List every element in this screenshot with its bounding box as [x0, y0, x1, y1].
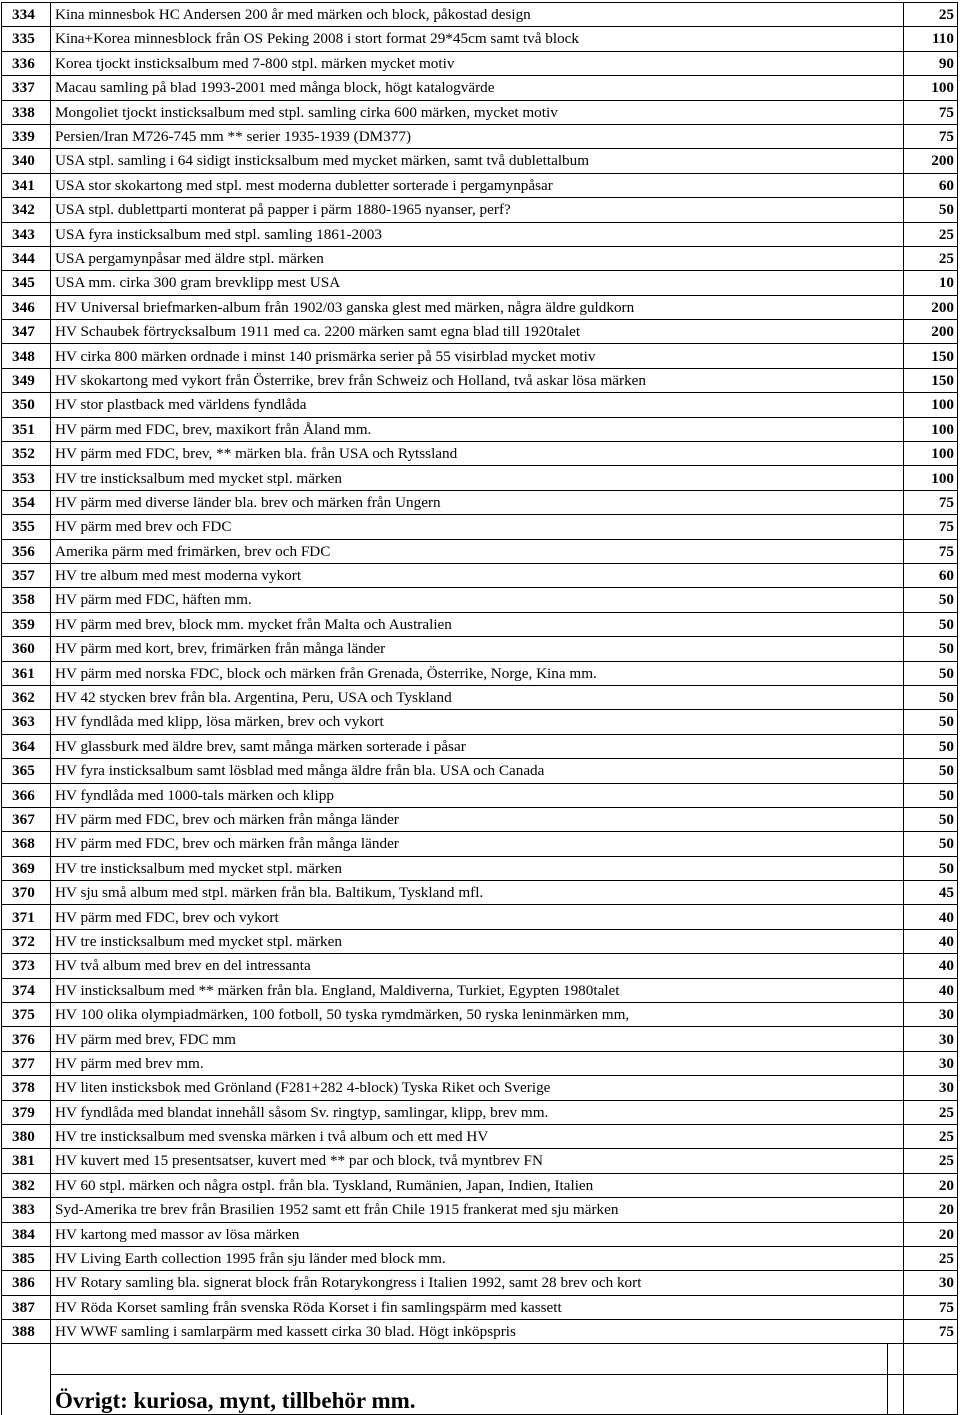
lot-description: USA fyra insticksalbum med stpl. samling 1861-2003 [51, 222, 888, 246]
lot-number: 378 [2, 1076, 51, 1100]
lot-spacer-cell [888, 173, 904, 197]
lot-row [2, 100, 958, 124]
lot-row [2, 1271, 958, 1295]
lot-row [2, 832, 958, 856]
lot-price: 40 [904, 905, 958, 929]
lot-number: 349 [2, 368, 51, 392]
lot-spacer-cell [888, 1027, 904, 1051]
lot-price: 150 [904, 344, 958, 368]
lot-row [2, 1027, 958, 1051]
lot-price: 75 [904, 490, 958, 514]
lot-description: Persien/Iran M726-745 mm ** serier 1935-1939 (DM377) [51, 124, 888, 148]
lot-description: USA mm. cirka 300 gram brevklipp mest USA [51, 271, 888, 295]
lot-description: Korea tjockt insticksalbum med 7-800 stpl. märken mycket motiv [51, 51, 888, 75]
lot-description: Syd-Amerika tre brev från Brasilien 1952 samt ett från Chile 1915 frankerat med sju märken [51, 1198, 888, 1222]
lot-price: 50 [904, 685, 958, 709]
lot-price: 50 [904, 198, 958, 222]
lot-price: 50 [904, 588, 958, 612]
lot-spacer-cell [888, 417, 904, 441]
lot-description: HV liten insticksbok med Grönland (F281+282 4-block) Tyska Riket och Sverige [51, 1076, 888, 1100]
lot-number: 346 [2, 295, 51, 319]
lot-row [2, 1246, 958, 1270]
lot-spacer-cell [888, 710, 904, 734]
auction-lot-table [1, 2, 958, 1415]
lot-spacer-cell [888, 320, 904, 344]
lot-row [2, 271, 958, 295]
lot-number: 370 [2, 881, 51, 905]
lot-price: 50 [904, 661, 958, 685]
lot-price: 20 [904, 1198, 958, 1222]
lot-description: HV sju små album med stpl. märken från bla. Baltikum, Tyskland mfl. [51, 881, 888, 905]
lot-price: 20 [904, 1173, 958, 1197]
lot-spacer-cell [888, 149, 904, 173]
lot-description: USA stpl. samling i 64 sidigt insticksalbum med mycket märken, samt två dublettalbum [51, 149, 888, 173]
lot-row [2, 807, 958, 831]
lot-description: HV tre insticksalbum med mycket stpl. märken [51, 466, 888, 490]
lot-price: 60 [904, 563, 958, 587]
lot-number: 352 [2, 442, 51, 466]
lot-row [2, 173, 958, 197]
lot-number: 361 [2, 661, 51, 685]
lot-number: 337 [2, 76, 51, 100]
lot-number: 344 [2, 246, 51, 270]
lot-price: 30 [904, 1003, 958, 1027]
lot-price: 50 [904, 783, 958, 807]
lot-spacer-cell [888, 783, 904, 807]
lot-row [2, 1100, 958, 1124]
lot-price: 25 [904, 1124, 958, 1148]
lot-description: HV 60 stpl. märken och några ostpl. från bla. Tyskland, Rumänien, Japan, Indien, Italien [51, 1173, 888, 1197]
lot-price: 100 [904, 76, 958, 100]
lot-spacer-cell [888, 1100, 904, 1124]
lot-spacer-cell [888, 588, 904, 612]
lot-spacer-cell [888, 832, 904, 856]
lot-number: 372 [2, 929, 51, 953]
lot-price: 30 [904, 1271, 958, 1295]
lot-number: 363 [2, 710, 51, 734]
lot-spacer-cell [888, 661, 904, 685]
lot-row [2, 417, 958, 441]
section-heading: Övrigt: kuriosa, mynt, tillbehör mm. [51, 1375, 888, 1415]
lot-description: HV tre insticksalbum med mycket stpl. märken [51, 929, 888, 953]
empty-cell [904, 1344, 958, 1375]
lot-row [2, 76, 958, 100]
lot-number: 351 [2, 417, 51, 441]
lot-description: HV fyndlåda med klipp, lösa märken, brev och vykort [51, 710, 888, 734]
lot-table-body [2, 3, 958, 1415]
lot-row [2, 3, 958, 27]
lot-description: HV Living Earth collection 1995 från sju länder med block mm. [51, 1246, 888, 1270]
lot-number: 369 [2, 856, 51, 880]
lot-description: HV tre album med mest moderna vykort [51, 563, 888, 587]
lot-description: HV pärm med FDC, brev, maxikort från Åland mm. [51, 417, 888, 441]
lot-spacer-cell [888, 1076, 904, 1100]
lot-price: 50 [904, 612, 958, 636]
lot-price: 50 [904, 856, 958, 880]
lot-spacer-cell [888, 807, 904, 831]
lot-spacer-cell [888, 515, 904, 539]
lot-description: Kina minnesbok HC Andersen 200 år med märken och block, påkostad design [51, 3, 888, 27]
lot-description: HV fyra insticksalbum samt lösblad med många äldre från bla. USA och Canada [51, 759, 888, 783]
lot-row [2, 1320, 958, 1344]
lot-spacer-cell [888, 271, 904, 295]
lot-description: HV pärm med brev, block mm. mycket från Malta och Australien [51, 612, 888, 636]
lot-spacer-cell [888, 1295, 904, 1319]
lot-description: USA stor skokartong med stpl. mest moderna dubletter sorterade i pergamynpåsar [51, 173, 888, 197]
lot-number: 385 [2, 1246, 51, 1270]
lot-number: 339 [2, 124, 51, 148]
lot-number: 356 [2, 539, 51, 563]
lot-row [2, 759, 958, 783]
lot-description: HV glassburk med äldre brev, samt många märken sorterade i påsar [51, 734, 888, 758]
lot-spacer-cell [888, 100, 904, 124]
lot-price: 50 [904, 710, 958, 734]
lot-price: 25 [904, 1100, 958, 1124]
lot-price: 75 [904, 100, 958, 124]
lot-description: USA pergamynpåsar med äldre stpl. märken [51, 246, 888, 270]
lot-number: 384 [2, 1222, 51, 1246]
lot-row [2, 1149, 958, 1173]
lot-number: 343 [2, 222, 51, 246]
lot-spacer-cell [888, 881, 904, 905]
lot-spacer-cell [888, 51, 904, 75]
lot-row [2, 881, 958, 905]
lot-price: 40 [904, 954, 958, 978]
lot-number: 353 [2, 466, 51, 490]
lot-price: 90 [904, 51, 958, 75]
lot-row [2, 685, 958, 709]
lot-spacer-cell [888, 954, 904, 978]
lot-number: 364 [2, 734, 51, 758]
lot-row [2, 539, 958, 563]
lot-number: 388 [2, 1320, 51, 1344]
empty-cell [51, 1344, 888, 1375]
lot-row [2, 442, 958, 466]
lot-number: 365 [2, 759, 51, 783]
lot-spacer-cell [888, 1246, 904, 1270]
lot-spacer-cell [888, 490, 904, 514]
lot-price: 25 [904, 3, 958, 27]
lot-spacer-cell [888, 1173, 904, 1197]
lot-spacer-cell [888, 1222, 904, 1246]
lot-description: HV två album med brev en del intressanta [51, 954, 888, 978]
lot-price: 75 [904, 539, 958, 563]
lot-description: HV insticksalbum med ** märken från bla. England, Maldiverna, Turkiet, Egypten 1980talet [51, 978, 888, 1002]
lot-number: 367 [2, 807, 51, 831]
lot-row [2, 124, 958, 148]
empty-cell [2, 1375, 51, 1415]
lot-spacer-cell [888, 466, 904, 490]
lot-row [2, 27, 958, 51]
lot-spacer-cell [888, 759, 904, 783]
lot-number: 338 [2, 100, 51, 124]
lot-row [2, 344, 958, 368]
empty-cell [888, 1344, 904, 1375]
lot-description: HV pärm med brev och FDC [51, 515, 888, 539]
lot-row [2, 1051, 958, 1075]
lot-number: 341 [2, 173, 51, 197]
lot-price: 100 [904, 417, 958, 441]
lot-description: HV Schaubek förtrycksalbum 1911 med ca. 2200 märken samt egna blad till 1920talet [51, 320, 888, 344]
lot-row [2, 515, 958, 539]
lot-row [2, 929, 958, 953]
lot-number: 373 [2, 954, 51, 978]
lot-spacer-cell [888, 295, 904, 319]
lot-number: 377 [2, 1051, 51, 1075]
lot-spacer-cell [888, 222, 904, 246]
lot-price: 10 [904, 271, 958, 295]
lot-number: 350 [2, 393, 51, 417]
lot-number: 387 [2, 1295, 51, 1319]
lot-spacer-cell [888, 442, 904, 466]
lot-spacer-cell [888, 344, 904, 368]
lot-description: HV tre insticksalbum med svenska märken i två album och ett med HV [51, 1124, 888, 1148]
lot-spacer-cell [888, 1271, 904, 1295]
lot-number: 371 [2, 905, 51, 929]
lot-description: HV pärm med FDC, brev, ** märken bla. från USA och Rytssland [51, 442, 888, 466]
lot-spacer-cell [888, 637, 904, 661]
lot-price: 25 [904, 246, 958, 270]
lot-description: HV 100 olika olympiadmärken, 100 fotboll, 50 tyska rymdmärken, 50 ryska leninmärken mm, [51, 1003, 888, 1027]
empty-cell [904, 1375, 958, 1415]
lot-number: 355 [2, 515, 51, 539]
lot-row [2, 1124, 958, 1148]
lot-number: 345 [2, 271, 51, 295]
lot-spacer-cell [888, 1320, 904, 1344]
lot-spacer-cell [888, 612, 904, 636]
lot-description: HV kartong med massor av lösa märken [51, 1222, 888, 1246]
lot-spacer-cell [888, 1051, 904, 1075]
lot-price: 25 [904, 1149, 958, 1173]
lot-spacer-cell [888, 393, 904, 417]
lot-row [2, 978, 958, 1002]
lot-spacer-cell [888, 368, 904, 392]
lot-price: 30 [904, 1027, 958, 1051]
lot-spacer-cell [888, 124, 904, 148]
lot-spacer-cell [888, 3, 904, 27]
lot-number: 335 [2, 27, 51, 51]
lot-description: HV kuvert med 15 presentsatser, kuvert med ** par och block, två myntbrev FN [51, 1149, 888, 1173]
lot-price: 25 [904, 1246, 958, 1270]
lot-price: 75 [904, 1295, 958, 1319]
empty-cell [888, 1375, 904, 1415]
lot-row [2, 905, 958, 929]
lot-price: 100 [904, 442, 958, 466]
lot-number: 379 [2, 1100, 51, 1124]
lot-row [2, 1003, 958, 1027]
lot-number: 358 [2, 588, 51, 612]
lot-spacer-cell [888, 685, 904, 709]
lot-price: 50 [904, 807, 958, 831]
lot-row [2, 661, 958, 685]
lot-description: HV pärm med FDC, brev och vykort [51, 905, 888, 929]
lot-description: Kina+Korea minnesblock från OS Peking 2008 i stort format 29*45cm samt två block [51, 27, 888, 51]
lot-description: HV cirka 800 märken ordnade i minst 140 prismärka serier på 55 visirblad mycket motiv [51, 344, 888, 368]
lot-row [2, 710, 958, 734]
lot-row [2, 490, 958, 514]
lot-price: 75 [904, 515, 958, 539]
lot-spacer-cell [888, 929, 904, 953]
lot-price: 50 [904, 832, 958, 856]
empty-row [2, 1344, 958, 1375]
lot-spacer-cell [888, 246, 904, 270]
lot-number: 366 [2, 783, 51, 807]
lot-number: 359 [2, 612, 51, 636]
lot-number: 360 [2, 637, 51, 661]
lot-row [2, 1173, 958, 1197]
lot-number: 348 [2, 344, 51, 368]
lot-row [2, 637, 958, 661]
lot-row [2, 783, 958, 807]
lot-description: Macau samling på blad 1993-2001 med många block, högt katalogvärde [51, 76, 888, 100]
lot-spacer-cell [888, 734, 904, 758]
lot-price: 75 [904, 124, 958, 148]
lot-number: 381 [2, 1149, 51, 1173]
lot-description: Mongoliet tjockt insticksalbum med stpl. samling cirka 600 märken, mycket motiv [51, 100, 888, 124]
lot-description: USA stpl. dublettparti monterat på papper i pärm 1880-1965 nyanser, perf? [51, 198, 888, 222]
lot-price: 110 [904, 27, 958, 51]
lot-number: 340 [2, 149, 51, 173]
lot-description: HV pärm med brev, FDC mm [51, 1027, 888, 1051]
lot-spacer-cell [888, 1149, 904, 1173]
lot-number: 334 [2, 3, 51, 27]
lot-description: HV skokartong med vykort från Österrike, brev från Schweiz och Holland, två askar lösa märken [51, 368, 888, 392]
lot-price: 30 [904, 1051, 958, 1075]
lot-number: 375 [2, 1003, 51, 1027]
lot-price: 45 [904, 881, 958, 905]
section-heading-row [2, 1375, 958, 1415]
lot-number: 354 [2, 490, 51, 514]
lot-description: HV pärm med FDC, häften mm. [51, 588, 888, 612]
lot-row [2, 246, 958, 270]
lot-spacer-cell [888, 1124, 904, 1148]
lot-price: 150 [904, 368, 958, 392]
lot-price: 200 [904, 295, 958, 319]
lot-price: 75 [904, 1320, 958, 1344]
lot-price: 200 [904, 149, 958, 173]
lot-description: HV 42 stycken brev från bla. Argentina, Peru, USA och Tyskland [51, 685, 888, 709]
lot-row [2, 295, 958, 319]
lot-number: 362 [2, 685, 51, 709]
lot-spacer-cell [888, 76, 904, 100]
lot-number: 376 [2, 1027, 51, 1051]
lot-row [2, 368, 958, 392]
lot-row [2, 393, 958, 417]
lot-price: 100 [904, 466, 958, 490]
lot-spacer-cell [888, 27, 904, 51]
lot-row [2, 1198, 958, 1222]
lot-price: 20 [904, 1222, 958, 1246]
lot-number: 347 [2, 320, 51, 344]
lot-row [2, 149, 958, 173]
lot-price: 200 [904, 320, 958, 344]
lot-description: HV fyndlåda med blandat innehåll såsom Sv. ringtyp, samlingar, klipp, brev mm. [51, 1100, 888, 1124]
lot-description: HV pärm med brev mm. [51, 1051, 888, 1075]
lot-number: 386 [2, 1271, 51, 1295]
lot-description: HV fyndlåda med 1000-tals märken och klipp [51, 783, 888, 807]
lot-spacer-cell [888, 198, 904, 222]
lot-number: 357 [2, 563, 51, 587]
lot-spacer-cell [888, 1198, 904, 1222]
lot-row [2, 588, 958, 612]
lot-row [2, 1076, 958, 1100]
lot-row [2, 856, 958, 880]
lot-row [2, 198, 958, 222]
lot-row [2, 51, 958, 75]
lot-spacer-cell [888, 539, 904, 563]
lot-row [2, 222, 958, 246]
lot-number: 380 [2, 1124, 51, 1148]
lot-row [2, 734, 958, 758]
lot-description: Amerika pärm med frimärken, brev och FDC [51, 539, 888, 563]
lot-description: HV stor plastback med världens fyndlåda [51, 393, 888, 417]
lot-description: HV Rotary samling bla. signerat block från Rotarykongress i Italien 1992, samt 28 brev och kort [51, 1271, 888, 1295]
lot-description: HV WWF samling i samlarpärm med kassett cirka 30 blad. Högt inköpspris [51, 1320, 888, 1344]
lot-number: 383 [2, 1198, 51, 1222]
lot-description: HV Röda Korset samling från svenska Röda Korset i fin samlingspärm med kassett [51, 1295, 888, 1319]
lot-price: 50 [904, 734, 958, 758]
lot-price: 40 [904, 929, 958, 953]
lot-description: HV pärm med diverse länder bla. brev och märken från Ungern [51, 490, 888, 514]
lot-row [2, 1295, 958, 1319]
lot-row [2, 320, 958, 344]
lot-description: HV Universal briefmarken-album från 1902/03 ganska glest med märken, några äldre guldkorn [51, 295, 888, 319]
lot-spacer-cell [888, 905, 904, 929]
lot-row [2, 466, 958, 490]
lot-row [2, 1222, 958, 1246]
lot-number: 336 [2, 51, 51, 75]
lot-price: 50 [904, 759, 958, 783]
lot-row [2, 954, 958, 978]
lot-description: HV pärm med FDC, brev och märken från många länder [51, 807, 888, 831]
lot-price: 25 [904, 222, 958, 246]
lot-price: 100 [904, 393, 958, 417]
lot-description: HV pärm med kort, brev, frimärken från många länder [51, 637, 888, 661]
lot-price: 50 [904, 637, 958, 661]
empty-cell [2, 1344, 51, 1375]
lot-spacer-cell [888, 856, 904, 880]
lot-number: 368 [2, 832, 51, 856]
lot-row [2, 563, 958, 587]
lot-spacer-cell [888, 563, 904, 587]
lot-spacer-cell [888, 978, 904, 1002]
lot-price: 40 [904, 978, 958, 1002]
lot-row [2, 612, 958, 636]
lot-description: HV pärm med norska FDC, block och märken från Grenada, Österrike, Norge, Kina mm. [51, 661, 888, 685]
lot-number: 374 [2, 978, 51, 1002]
lot-price: 30 [904, 1076, 958, 1100]
lot-number: 382 [2, 1173, 51, 1197]
lot-number: 342 [2, 198, 51, 222]
lot-description: HV tre insticksalbum med mycket stpl. märken [51, 856, 888, 880]
lot-spacer-cell [888, 1003, 904, 1027]
lot-description: HV pärm med FDC, brev och märken från många länder [51, 832, 888, 856]
lot-price: 60 [904, 173, 958, 197]
